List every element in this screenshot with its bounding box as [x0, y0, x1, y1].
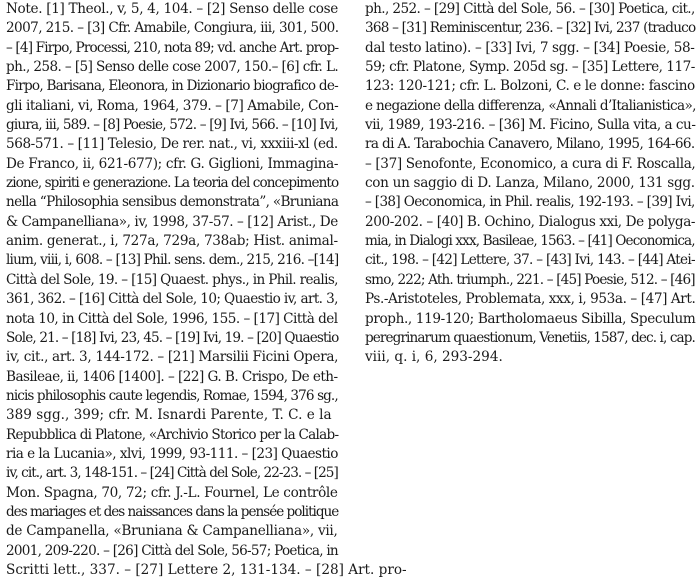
note-line: ria e la Lucania», xlvi, 1999, 93-111. – [23] Quaestio	[6, 445, 338, 462]
note-line: 123: 120-121; cfr. L. Bolzoni, C. e le donne: fascino	[365, 78, 695, 95]
note-line: nicis philosophis caute legendis, Romae, 1594, 376 sg.,	[6, 387, 338, 404]
note-line: giura, iii, 589. – [8] Poesie, 572. – [9] Ivi, 566. – [10] Ivi,	[6, 117, 338, 134]
note-line: vii, 1989, 193-216. – [36] M. Ficino, Sulla vita, a cu-	[365, 117, 696, 134]
note-line: 361, 362. – [16] Città del Sole, 10; Quaestio iv, art. 3,	[6, 291, 338, 308]
note-line: 2007, 215. – [3] Cfr. Amabile, Congiura, iii, 301, 500.	[6, 20, 339, 37]
note-line: Basileae, ii, 1406 [1400]. – [22] G. B. Crispo, De eth-	[6, 368, 338, 385]
note-line: de Campanella, «Bruniana & Campanelliana», vii,	[6, 523, 338, 540]
note-line: nota 10, in Città del Sole, 1996, 155. – [17] Città del	[6, 310, 338, 327]
note-line: Repubblica di Platone, «Archivio Storico per la Calab-	[6, 426, 339, 443]
note-line: 59; cfr. Platone, Symp. 205d sg. – [35] Lettere, 117-	[365, 59, 695, 76]
note-line: 200-202. – [40] B. Ochino, Dialogus xxi, De polyga-	[365, 213, 696, 230]
note-line: – [37] Senofonte, Economico, a cura di F. Roscalla,	[365, 155, 696, 172]
note-line: 2001, 209-220. – [26] Città del Sole, 56-57; Poetica, in	[6, 542, 338, 559]
note-line: 568-571. – [11] Telesio, De rer. nat., vi, xxxiii-xl (ed.	[6, 136, 338, 153]
note-line: Città del Sole, 19. – [15] Quaest. phys., in Phil. realis,	[6, 271, 338, 288]
note-line: des mariages et des naissances dans la pensée politique	[6, 503, 339, 520]
note-line: con un saggio di D. Lanza, Milano, 2000, 131 sgg.	[365, 175, 695, 192]
note-line: ph., 258. – [5] Senso delle cose 2007, 150.– [6] cfr. L.	[6, 59, 339, 76]
notes-column-right	[365, 0, 695, 368]
note-line: 368 – [31] Reminiscentur, 236. – [32] Ivi, 237 (traduco	[365, 20, 696, 37]
note-line: Note. [1] Theol., v, 5, 4, 104. – [2] Senso delle cose	[6, 1, 338, 17]
note-line: & Campanelliana», iv, 1998, 37-57. – [12] Arist., De	[6, 213, 338, 230]
note-line: zione, spiriti e generazione. La teoria del concepimento	[6, 175, 339, 192]
note-line: – [38] Oeconomica, in Phil. realis, 192-193. – [39] Ivi,	[365, 194, 695, 211]
note-line: ph., 252. – [29] Città del Sole, 56. – [30] Poetica, cit.,	[365, 1, 695, 17]
note-line: smo, 222; Ath. triumph., 221. – [45] Poesie, 512. – [46]	[365, 271, 695, 288]
note-line: iv, cit., art. 3, 144-172. – [21] Marsilii Ficini Opera,	[6, 349, 339, 366]
note-line: nella “Philosophia sensibus demonstrata”, «Bruniana	[6, 194, 339, 211]
note-line: dal testo latino). – [33] Ivi, 7 sgg. – [34] Poesie, 58-	[365, 39, 695, 56]
note-line: De Franco, ii, 621-677); cfr. G. Giglioni, Immagina-	[6, 155, 339, 172]
note-line: peregrinarum quaestionum, Venetiis, 1587, dec. i, cap.	[365, 329, 695, 346]
note-line: ra di A. Tarabochia Canavero, Milano, 1995, 164-66.	[365, 136, 695, 153]
note-line: 389 sgg., 399; cfr. M. Isnardi Parente, T. C. e la	[6, 407, 332, 424]
note-line: Scritti lett., 337. – [27] Lettere 2, 131-134. – [28] Art. pro-	[6, 561, 407, 578]
note-line: iv, cit., art. 3, 148-151. – [24] Città del Sole, 22-23. – [25]	[6, 465, 338, 482]
note-line: Ps.-Aristoteles, Problemata, xxx, i, 953a. – [47] Art.	[365, 291, 696, 308]
notes-column-left	[6, 0, 407, 580]
note-line: cit., 198. – [42] Lettere, 37. – [43] Ivi, 143. – [44] Atei-	[365, 252, 695, 269]
note-line: viii, q. i, 6, 293-294.	[365, 349, 503, 366]
note-line: – [4] Firpo, Processi, 210, nota 89; vd. anche Art. prop-	[6, 39, 339, 56]
note-line: e negazione della differenza, «Annali d’Italianistica»,	[365, 97, 696, 114]
note-line: proph., 119-120; Bartholomaeus Sibilla, Speculum	[365, 310, 696, 327]
note-line: mia, in Dialogi xxx, Basileae, 1563. – [41] Oeconomica,	[365, 233, 695, 250]
note-line: lium, viii, i, 608. – [13] Phil. sens. dem., 215, 216. –[14]	[6, 252, 339, 269]
note-line: Firpo, Barisana, Eleonora, in Dizionario biografico de-	[6, 78, 338, 95]
note-line: anim. generat., i, 727a, 729a, 738ab; Hist. animal-	[6, 233, 338, 250]
note-line: Sole, 21. – [18] Ivi, 23, 45. – [19] Ivi, 19. – [20] Quaestio	[6, 329, 339, 346]
note-line: gli italiani, vi, Roma, 1964, 379. – [7] Amabile, Con-	[6, 97, 339, 114]
note-line: Mon. Spagna, 70, 72; cfr. J.-L. Fournel, Le contrôle	[6, 484, 338, 501]
